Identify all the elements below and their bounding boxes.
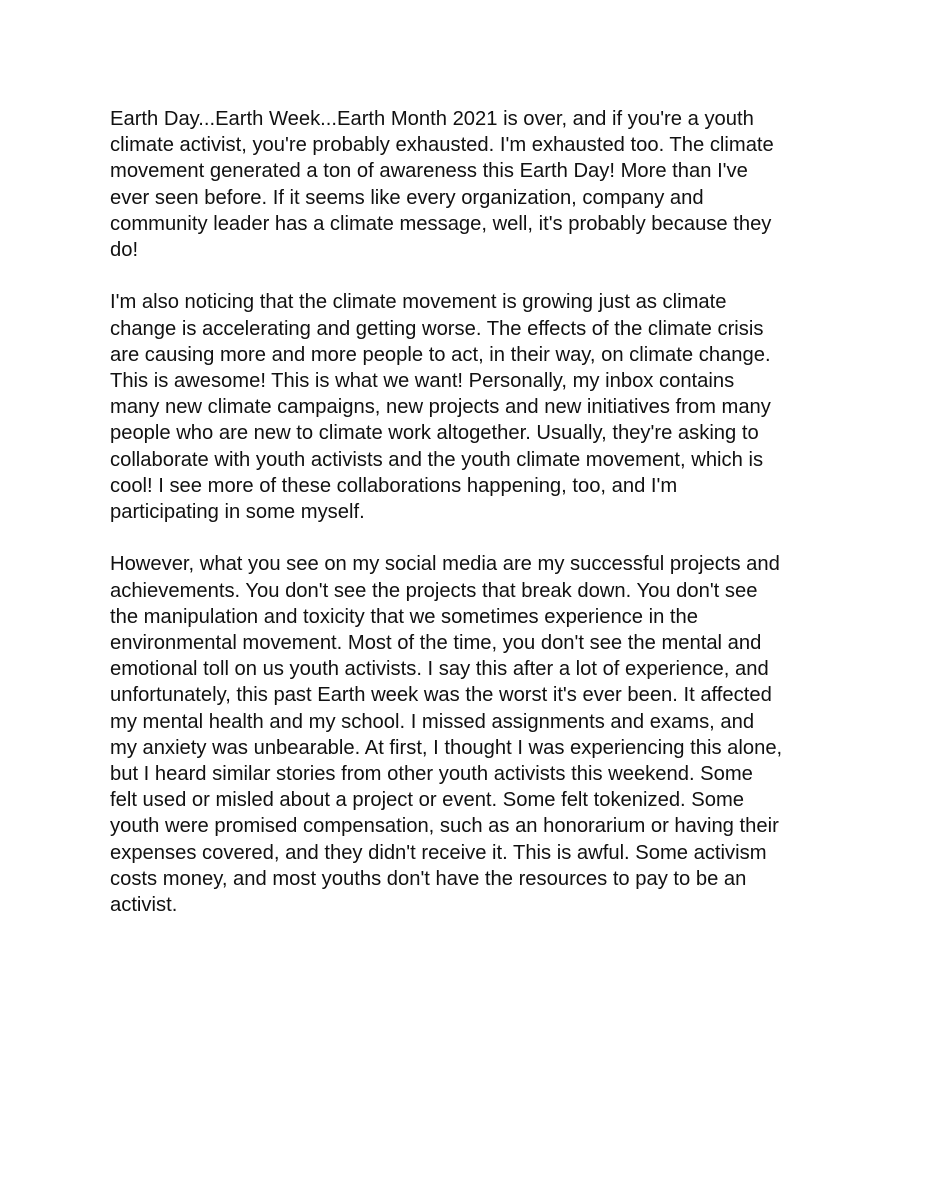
paragraph-line: my anxiety was unbearable. At first, I thought I was experiencing this alone,: [110, 736, 783, 759]
paragraph-line: activist.: [110, 894, 178, 917]
paragraph-line: environmental movement. Most of the time, you don't see the mental and: [110, 632, 762, 655]
paragraph-line: are causing more and more people to act, in their way, on climate change.: [110, 343, 771, 366]
paragraph-line: achievements. You don't see the projects that break down. You don't see: [110, 579, 758, 602]
paragraph-line: ever seen before. If it seems like every organization, company and: [110, 186, 704, 209]
paragraph-line: climate activist, you're probably exhausted. I'm exhausted too. The climate: [110, 134, 774, 157]
paragraph-2: [110, 289, 830, 525]
paragraph-line: many new climate campaigns, new projects and new initiatives from many: [110, 396, 771, 419]
paragraph-line: felt used or misled about a project or event. Some felt tokenized. Some: [110, 789, 745, 812]
document-body: [110, 106, 830, 944]
paragraph-line: community leader has a climate message, well, it's probably because they: [110, 212, 772, 235]
paragraph-line: collaborate with youth activists and the youth climate movement, which is: [110, 448, 764, 471]
paragraph-line: cool! I see more of these collaborations happening, too, and I'm: [110, 474, 678, 497]
paragraph-line: my mental health and my school. I missed assignments and exams, and: [110, 710, 755, 733]
paragraph-line: Earth Day...Earth Week...Earth Month 2021 is over, and if you're a youth: [110, 108, 754, 130]
paragraph-line: the manipulation and toxicity that we sometimes experience in the: [110, 605, 699, 628]
paragraph-line: emotional toll on us youth activists. I say this after a lot of experience, and: [110, 658, 769, 681]
paragraph-line: change is accelerating and getting worse. The effects of the climate crisis: [110, 317, 764, 340]
paragraph-line: youth were promised compensation, such as an honorarium or having their: [110, 815, 779, 838]
paragraph-3: [110, 551, 830, 918]
paragraph-line: However, what you see on my social media are my successful projects and: [110, 553, 780, 576]
paragraph-line: participating in some myself.: [110, 501, 365, 524]
paragraph-line: expenses covered, and they didn't receive it. This is awful. Some activism: [110, 841, 767, 864]
paragraph-line: unfortunately, this past Earth week was the worst it's ever been. It affected: [110, 684, 772, 707]
paragraph-line: costs money, and most youths don't have the resources to pay to be an: [110, 867, 747, 890]
paragraph-line: This is awesome! This is what we want! Personally, my inbox contains: [110, 370, 735, 393]
paragraph-line: I'm also noticing that the climate movement is growing just as climate: [110, 291, 727, 314]
paragraph-1: [110, 106, 830, 263]
paragraph-line: do!: [110, 239, 139, 262]
paragraph-line: movement generated a ton of awareness this Earth Day! More than I've: [110, 160, 748, 183]
paragraph-line: people who are new to climate work altogether. Usually, they're asking to: [110, 422, 759, 445]
paragraph-line: but I heard similar stories from other youth activists this weekend. Some: [110, 763, 753, 786]
